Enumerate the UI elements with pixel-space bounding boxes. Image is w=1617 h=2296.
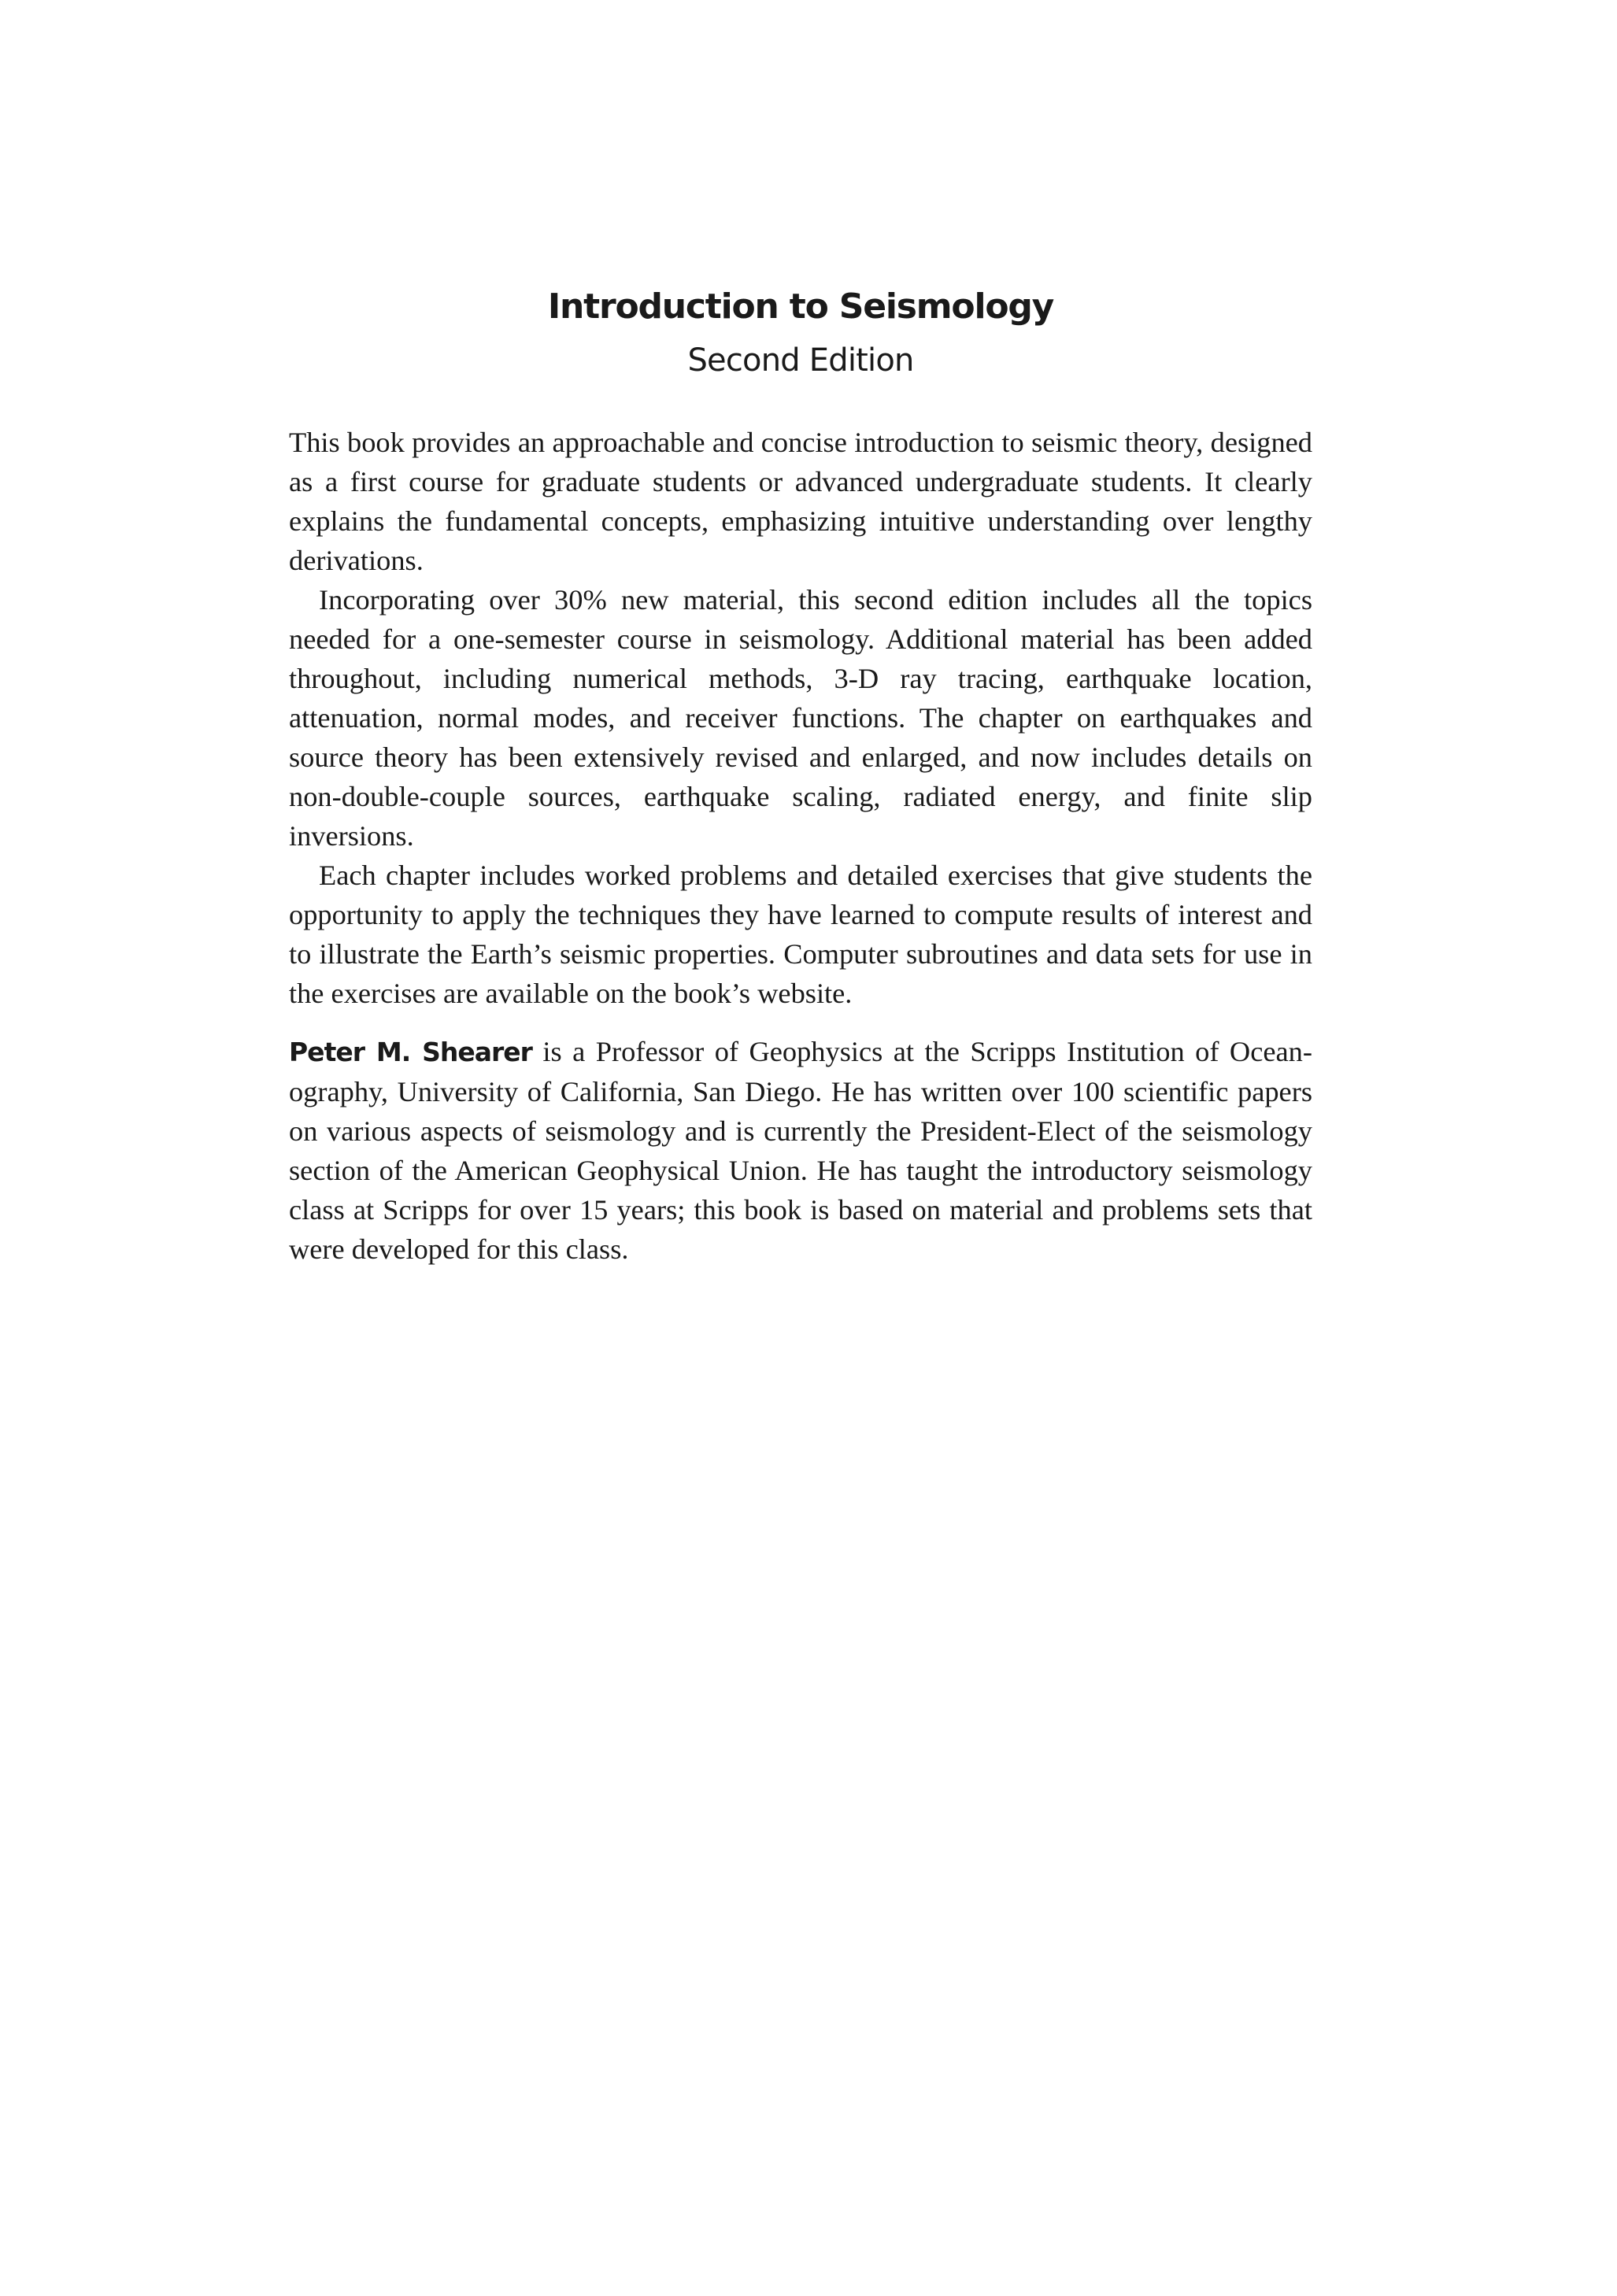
description-paragraph: Each chapter includes worked problems and detailed exercises that give students the opportunity to apply the techniques they have learned to compute results of interest and to illustrate the Earth’s seismic properties. Computer subroutines and data sets for use in the exercises are available on the book’s website. <box>289 860 1312 1009</box>
author-bio <box>289 1032 1312 1269</box>
book-edition: Second Edition <box>687 342 914 379</box>
description-paragraph: This book provides an approachable and concise introduction to seismic theory, designed as a first course for graduate students or advanced undergraduate students. It clearly explains the fundamental concepts, emphasizing intuitive understanding over lengthy derivations. <box>289 427 1312 576</box>
description-paragraph: Incorporating over 30% new material, this second edition includes all the topics needed for a one-semester course in seismology. Additional material has been added throughout, including numerical methods, 3-D ray tracing, earthquake location, attenuation, normal modes, and receiver functions. The chapter on earthquakes and source theory has been extensively revised and enlarged, and now includes details on non-double-couple sources, earthquake scaling, radiated energy, and finite slip inversions. <box>289 584 1312 852</box>
book-title: Introduction to Seismology <box>547 287 1054 327</box>
author-bio-text: is a Professor of Geophysics at the Scripps Institution of Oceanography, University of California, San Diego. He has written over 100 scientific papers on various aspects of seismology and is currently the President-Elect of the seismology section of the American Geophysical Union. He has taught the introductory seismology class at Scripps for over 15 years; this book is based on material and problems sets that were developed for this class. <box>289 1036 1312 1265</box>
book-description <box>289 423 1312 1013</box>
author-name: Peter M. Shearer <box>289 1037 532 1067</box>
